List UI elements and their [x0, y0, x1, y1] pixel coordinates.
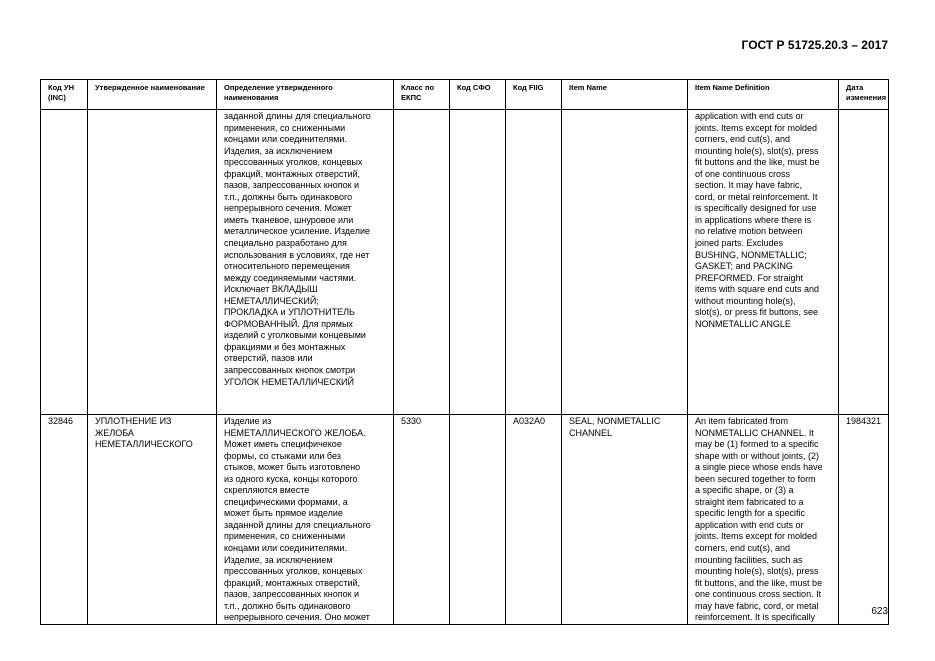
column-header: Определение утвержденного наименования: [217, 80, 394, 110]
table-row: [41, 110, 889, 415]
column-header: Код FIIG: [506, 80, 562, 110]
page-number: 623: [871, 606, 888, 617]
column-header: Item Name: [562, 80, 688, 110]
column-header: Код СФО: [450, 80, 506, 110]
catalog-table: [40, 79, 889, 625]
sfo-cell: [450, 415, 506, 625]
item-name-cell: SEAL, NONMETALLIC CHANNEL: [562, 415, 688, 625]
fiig-cell: A032A0: [506, 415, 562, 625]
definition-ru-cell: заданной длины для специального применения, со сниженными концами или соединителями. Изделия, за исключением прессованных уголков, концевых фракций, монтажных отверстий, пазов, запрессованных кнопок и т.п., должны быть одинакового непрерывного сечения. Может иметь тканевое, шнуровое или металлическое усиление. Изделие специально разработано для использования в условиях, где нет относительного перемещения между соединяемыми частями. Исключает ВКЛАДЫШ НЕМЕТАЛЛИЧЕСКИЙ; ПРОКЛАДКА и УПЛОТНИТЕЛЬ ФОРМОВАННЫЙ. Для прямых изделий с уголковыми концевыми фракциями и без монтажных отверстий, пазов или запрессованных кнопок смотри УГОЛОК НЕМЕТАЛЛИЧЕСКИЙ: [217, 110, 394, 415]
header-row: [41, 80, 889, 110]
item-name-cell: [562, 110, 688, 415]
document-code: ГОСТ Р 51725.20.3 – 2017: [741, 38, 888, 52]
column-header: Утвержденное наименование: [88, 80, 217, 110]
column-header: Дата изменения: [839, 80, 889, 110]
fiig-cell: [506, 110, 562, 415]
date-cell: 1984321: [839, 415, 889, 625]
date-cell: [839, 110, 889, 415]
sfo-cell: [450, 110, 506, 415]
inc-cell: [41, 110, 88, 415]
column-header: Класс по ЕКПС: [394, 80, 450, 110]
ekps-cell: 5330: [394, 415, 450, 625]
ekps-cell: [394, 110, 450, 415]
definition-en-cell: application with end cuts or joints. Items except for molded corners, end cut(s), and mounting hole(s), slot(s), press fit buttons and the like, must be of one continuous cross section. It may have fabric, cord, or metal reinforcement. It is specifically designed for use in applications where there is no relative motion between joined parts. Excludes BUSHING, NONMETALLIC; GASKET; and PACKING PREFORMED. For straight items with square end cuts and without mounting hole(s), slot(s), or press fit buttons, see NONMETALLIC ANGLE: [688, 110, 839, 415]
definition-ru-cell: Изделие из НЕМЕТАЛЛИЧЕСКОГО ЖЕЛОБА. Может иметь специфичекое формы, со стыками или без стыков, может быть изготовлено из одного куска, концы которого скрепляются вместе специфическими формами, а может быть прямое изделие заданной длины для специального применения, со сниженными концами или соединителями. Изделие, за исключением прессованных уголков, концевых фракций, монтажных отверстий, пазов, запрессованных кнопок и т.п., должно быть одинакового непрерывного сечения. Оно может: [217, 415, 394, 625]
column-header: Код УН (INC): [41, 80, 88, 110]
name-ru-cell: [88, 110, 217, 415]
column-header: Item Name Definition: [688, 80, 839, 110]
inc-cell: 32846: [41, 415, 88, 625]
definition-en-cell: An item fabricated from NONMETALLIC CHANNEL. It may be (1) formed to a specific shape with or without joints, (2) a single piece whose ends have been secured together to form a specific shape, or (3) a straight item fabricated to a specific length for a specific application with end cuts or joints. Items except for molded corners, end cut(s), and mounting facilities, such as mounting hole(s), slot(s), press fit buttons, and the like, must be one continuous cross section. It may have fabric, cord, or metal reinforcement. It is specifically: [688, 415, 839, 625]
name-ru-cell: УПЛОТНЕНИЕ ИЗ ЖЕЛОБА НЕМЕТАЛЛИЧЕСКОГО: [88, 415, 217, 625]
table-row: [41, 415, 889, 625]
